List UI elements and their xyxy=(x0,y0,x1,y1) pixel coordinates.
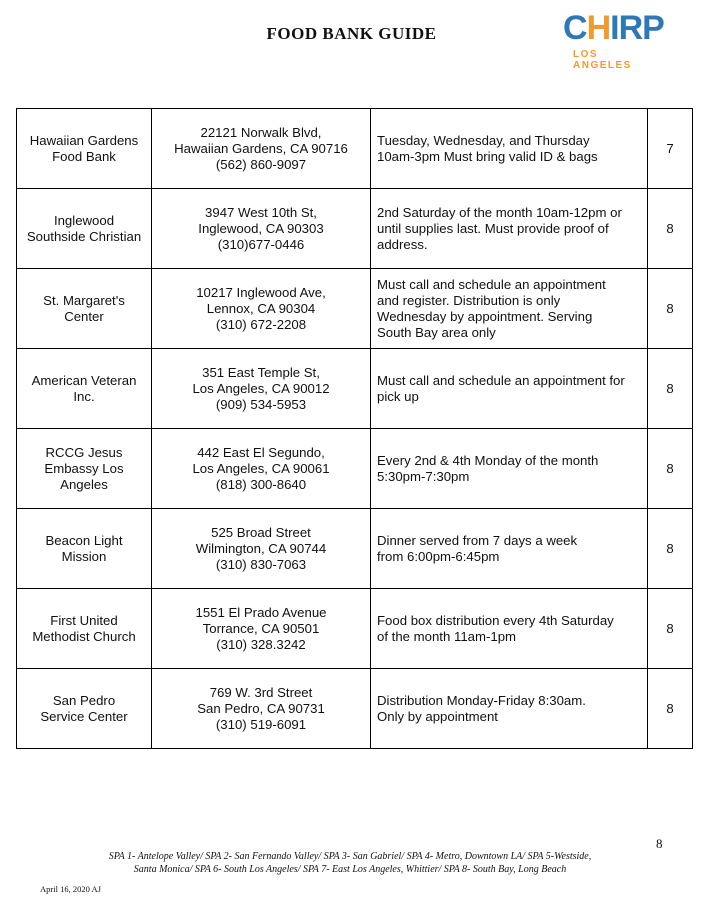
food-bank-address-line: (310) 672-2208 xyxy=(215,316,307,332)
food-bank-hours-info xyxy=(371,349,648,429)
table-row xyxy=(17,589,693,669)
food-bank-address-line: Wilmington, CA 90744 xyxy=(195,540,327,556)
food-bank-name-line: Methodist Church xyxy=(32,628,136,644)
food-bank-name xyxy=(17,509,152,589)
food-bank-name-line: First United xyxy=(50,612,118,628)
food-bank-hours-info-line: Dinner served from 7 days a week xyxy=(377,532,578,548)
food-bank-hours-info-line: and register. Distribution is only xyxy=(377,292,561,308)
food-bank-address-line: 22121 Norwalk Blvd, xyxy=(200,124,322,140)
food-bank-hours-info xyxy=(371,429,648,509)
food-bank-address-line: Inglewood, CA 90303 xyxy=(198,220,324,236)
food-bank-hours-info xyxy=(371,109,648,189)
food-bank-address-line: 351 East Temple St, xyxy=(202,364,320,380)
food-bank-hours-info-line: 10am-3pm Must bring valid ID & bags xyxy=(377,148,598,164)
food-bank-address-line: (310)677-0446 xyxy=(217,236,305,252)
food-bank-hours-info-line: 2nd Saturday of the month 10am-12pm or xyxy=(377,204,622,220)
food-bank-hours-info-line: 5:30pm-7:30pm xyxy=(377,468,470,484)
food-bank-hours-info-line: from 6:00pm-6:45pm xyxy=(377,548,500,564)
table-row xyxy=(17,349,693,429)
food-bank-name-line: Southside Christian xyxy=(26,228,142,244)
food-bank-name-line: Inglewood xyxy=(53,212,115,228)
food-bank-name-line: Embassy Los xyxy=(44,460,124,476)
food-bank-hours-info xyxy=(371,509,648,589)
food-bank-hours-info-line: Every 2nd & 4th Monday of the month xyxy=(377,452,599,468)
food-bank-name-line: Hawaiian Gardens xyxy=(29,132,139,148)
table-row xyxy=(17,429,693,509)
food-bank-address-line: (310) 519-6091 xyxy=(215,716,307,732)
food-bank-address xyxy=(152,509,371,589)
food-bank-table xyxy=(16,108,693,749)
logo-subtitle: LOS ANGELES xyxy=(573,49,632,71)
spa-legend-line: SPA 1- Antelope Valley/ SPA 2- San Fernando Valley/ SPA 3- San Gabriel/ SPA 4- Metro, Downtown LA/ SPA 5-Westside, xyxy=(108,851,592,862)
food-bank-hours-info xyxy=(371,269,648,349)
food-bank-hours-info-line: until supplies last. Must provide proof of xyxy=(377,220,609,236)
food-bank-hours-info-line: South Bay area only xyxy=(377,324,496,340)
food-bank-address-line: Los Angeles, CA 90012 xyxy=(192,380,330,396)
food-bank-address-line: 1551 El Prado Avenue xyxy=(195,604,327,620)
food-bank-name-line: Angeles xyxy=(60,476,108,492)
food-bank-name xyxy=(17,589,152,669)
spa-legend-line: Santa Monica/ SPA 6- South Los Angeles/ SPA 7- East Los Angeles, Whittier/ SPA 8- South Bay, Long Beach xyxy=(133,864,567,875)
food-bank-address xyxy=(152,589,371,669)
food-bank-address-line: Torrance, CA 90501 xyxy=(202,620,320,636)
food-bank-address-line: (909) 534-5953 xyxy=(215,396,307,412)
food-bank-hours-info xyxy=(371,189,648,269)
food-bank-address-line: (818) 300-8640 xyxy=(215,476,307,492)
food-bank-name xyxy=(17,189,152,269)
food-bank-address xyxy=(152,269,371,349)
food-bank-name xyxy=(17,269,152,349)
chirp-logo xyxy=(563,9,664,71)
food-bank-address-line: San Pedro, CA 90731 xyxy=(197,700,325,716)
spa-number: 8 xyxy=(648,669,693,749)
food-bank-hours-info-line: pick up xyxy=(377,388,419,404)
food-bank-address-line: Lennox, CA 90304 xyxy=(206,300,316,316)
food-bank-address xyxy=(152,669,371,749)
food-bank-address-line: (310) 830-7063 xyxy=(215,556,307,572)
food-bank-name xyxy=(17,669,152,749)
food-bank-address-line: (310) 328.3242 xyxy=(216,636,306,652)
food-bank-address xyxy=(152,429,371,509)
page-number: 8 xyxy=(656,836,663,851)
spa-number: 8 xyxy=(648,349,693,429)
food-bank-hours-info-line: Food box distribution every 4th Saturday xyxy=(377,612,614,628)
food-bank-hours-info xyxy=(371,669,648,749)
food-bank-name-line: Center xyxy=(64,308,104,324)
food-bank-address-line: Hawaiian Gardens, CA 90716 xyxy=(174,140,348,156)
food-bank-name-line: RCCG Jesus xyxy=(45,444,123,460)
food-bank-name-line: American Veteran xyxy=(31,372,137,388)
food-bank-name-line: St. Margaret's xyxy=(43,292,125,308)
food-bank-hours-info-line: Only by appointment xyxy=(377,708,498,724)
spa-legend xyxy=(30,850,670,876)
spa-number: 8 xyxy=(648,509,693,589)
food-bank-name-line: Inc. xyxy=(73,388,95,404)
food-bank-address-line: 442 East El Segundo, xyxy=(197,444,325,460)
food-bank-hours-info-line: address. xyxy=(377,236,428,252)
food-bank-name xyxy=(17,109,152,189)
table-row xyxy=(17,189,693,269)
spa-number: 8 xyxy=(648,589,693,669)
spa-number: 7 xyxy=(648,109,693,189)
food-bank-name-line: Beacon Light xyxy=(45,532,123,548)
food-bank-address xyxy=(152,189,371,269)
food-bank-hours-info-line: of the month 11am-1pm xyxy=(377,628,517,644)
food-bank-name-line: Mission xyxy=(61,548,107,564)
food-bank-address xyxy=(152,109,371,189)
spa-number: 8 xyxy=(648,429,693,509)
food-bank-hours-info-line: Must call and schedule an appointment for xyxy=(377,372,625,388)
food-bank-address-line: 525 Broad Street xyxy=(211,524,311,540)
food-bank-address-line: 3947 West 10th St, xyxy=(205,204,317,220)
food-bank-name-line: Food Bank xyxy=(52,148,116,164)
food-bank-name xyxy=(17,429,152,509)
table-row xyxy=(17,669,693,749)
food-bank-hours-info-line: Wednesday by appointment. Serving xyxy=(377,308,593,324)
food-bank-address xyxy=(152,349,371,429)
food-bank-name xyxy=(17,349,152,429)
food-bank-name-line: Service Center xyxy=(40,708,128,724)
table-row xyxy=(17,269,693,349)
food-bank-name-line: San Pedro xyxy=(52,692,116,708)
food-bank-address-line: (562) 860-9097 xyxy=(215,156,307,172)
food-bank-hours-info-line: Distribution Monday-Friday 8:30am. xyxy=(377,692,586,708)
food-bank-hours-info-line: Must call and schedule an appointment xyxy=(377,276,606,292)
food-bank-hours-info xyxy=(371,589,648,669)
table-row xyxy=(17,109,693,189)
spa-number: 8 xyxy=(648,269,693,349)
food-bank-hours-info-line: Tuesday, Wednesday, and Thursday xyxy=(377,132,590,148)
food-bank-address-line: 10217 Inglewood Ave, xyxy=(196,284,326,300)
food-bank-address-line: 769 W. 3rd Street xyxy=(209,684,313,700)
table-row xyxy=(17,509,693,589)
logo-wordmark: CHIRP xyxy=(563,9,664,47)
document-date: April 16, 2020 AJ xyxy=(40,884,101,894)
spa-number: 8 xyxy=(648,189,693,269)
food-bank-address-line: Los Angeles, CA 90061 xyxy=(192,460,330,476)
page-title: FOOD BANK GUIDE xyxy=(266,24,437,43)
